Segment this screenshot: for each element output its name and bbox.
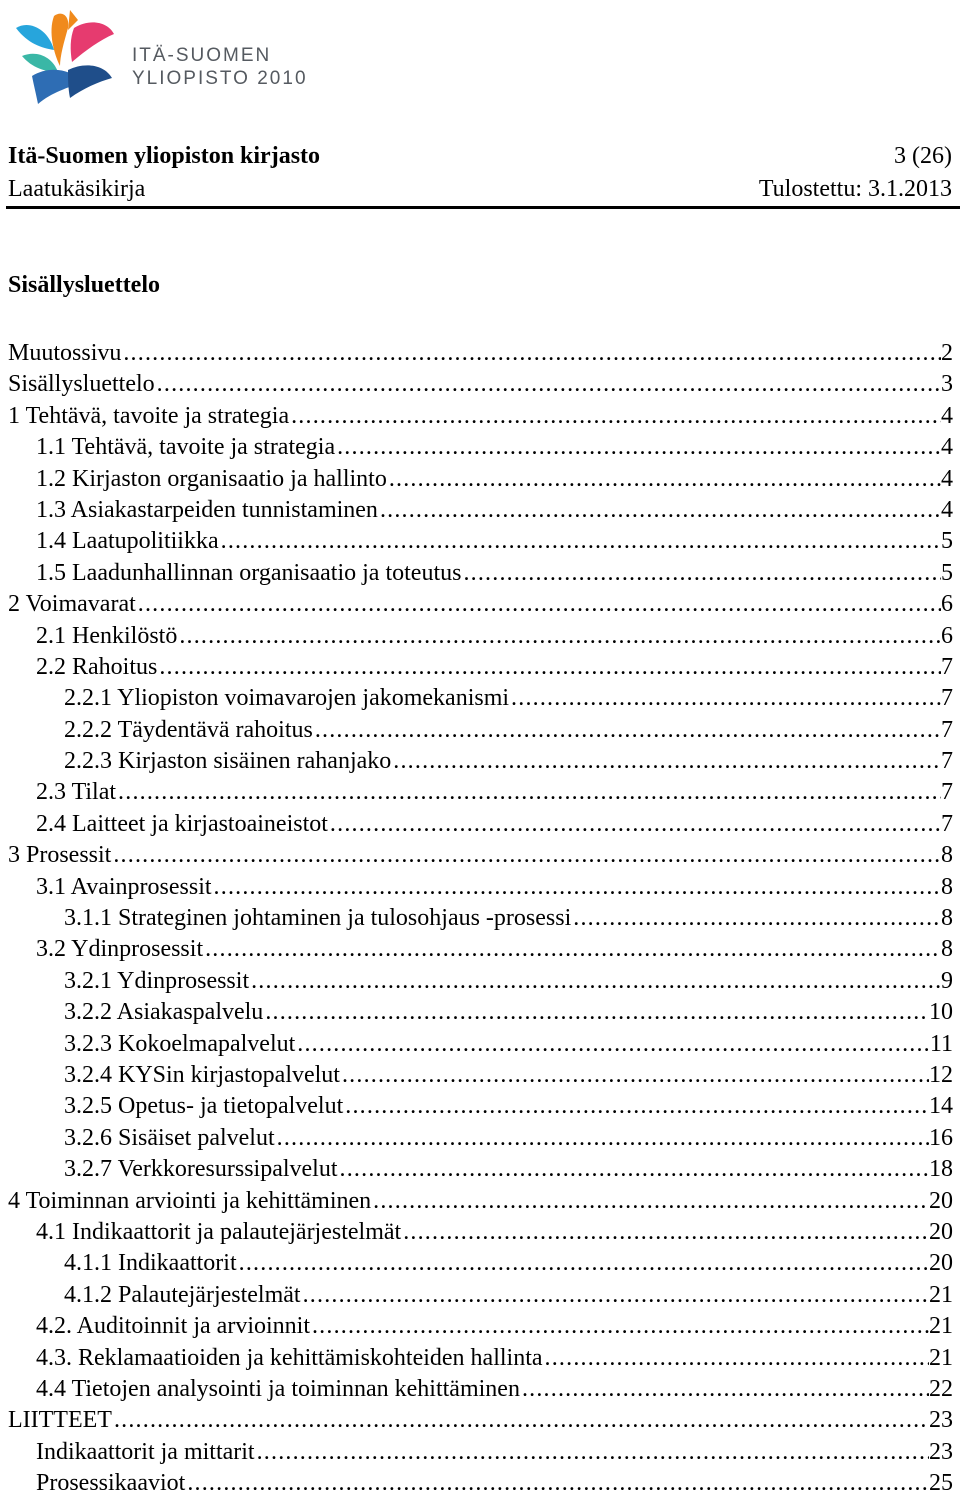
toc-dot-leader [571, 903, 941, 934]
toc-entry[interactable] [8, 1029, 953, 1060]
toc-entry-page: 23 [929, 1438, 953, 1465]
toc-dot-leader [116, 777, 941, 808]
toc-dot-leader [371, 1186, 929, 1217]
toc-dot-leader [543, 1343, 929, 1374]
toc-entry-page: 4 [941, 434, 953, 461]
header-divider [6, 206, 960, 209]
toc-entry-page: 16 [929, 1124, 953, 1151]
toc-entry[interactable] [8, 401, 953, 432]
toc-entry-label: 4.2. Auditoinnit ja arvioinnit [36, 1313, 310, 1340]
toc-entry[interactable] [8, 966, 953, 997]
toc-entry[interactable] [8, 1374, 953, 1405]
toc-entry[interactable] [8, 1123, 953, 1154]
toc-entry[interactable] [8, 1405, 953, 1436]
toc-entry-page: 10 [929, 999, 953, 1026]
toc-dot-leader [155, 369, 941, 400]
toc-entry-page: 12 [929, 1061, 953, 1088]
toc-entry-label: 3 Prosessit [8, 842, 112, 869]
toc-entry-label: 1 Tehtävä, tavoite ja strategia [8, 402, 290, 429]
toc-entry[interactable] [8, 558, 953, 589]
toc-entry-label: 3.2.6 Sisäiset palvelut [64, 1124, 275, 1151]
toc-entry-label: 2.2.1 Yliopiston voimavarojen jakomekanismi [64, 685, 510, 712]
toc-entry-page: 20 [929, 1187, 953, 1214]
toc-entry[interactable] [8, 464, 953, 495]
toc-entry-label: 2.3 Tilat [36, 779, 117, 806]
toc-dot-leader [313, 715, 941, 746]
toc-entry[interactable] [8, 872, 953, 903]
toc-entry[interactable] [8, 1217, 953, 1248]
toc-entry-label: 3.2.1 Ydinprosessit [64, 967, 250, 994]
toc-entry-label: 2.2.2 Täydentävä rahoitus [64, 716, 313, 743]
toc-dot-leader [520, 1374, 929, 1405]
toc-dot-leader [111, 840, 941, 871]
toc-entry[interactable] [8, 1343, 953, 1374]
toc-entry-label: 1.1 Tehtävä, tavoite ja strategia [36, 434, 336, 461]
toc-entry[interactable] [8, 526, 953, 557]
toc-dot-leader [212, 872, 941, 903]
logo-text [132, 44, 308, 90]
toc-entry[interactable] [8, 621, 953, 652]
toc-entry-label: Muutossivu [8, 340, 122, 366]
toc-entry[interactable] [8, 746, 953, 777]
toc-entry-page: 11 [929, 1030, 953, 1057]
toc-dot-leader [335, 432, 941, 463]
toc-entry[interactable] [8, 777, 953, 808]
toc-entry-label: 3.2.5 Opetus- ja tietopalvelut [64, 1093, 344, 1120]
toc-entry[interactable] [8, 1280, 953, 1311]
toc-entry-page: 25 [929, 1470, 953, 1497]
toc-entry-label: 1.4 Laatupolitiikka [36, 528, 219, 555]
toc-dot-leader [338, 1154, 929, 1185]
toc-dot-leader [391, 746, 941, 777]
toc-entry-label: 2 Voimavarat [8, 591, 136, 618]
header-row-2 [8, 175, 952, 203]
toc-dot-leader [461, 558, 941, 589]
toc-entry[interactable] [8, 1248, 953, 1279]
toc-dot-leader [237, 1248, 929, 1279]
toc-entry[interactable] [8, 1437, 953, 1468]
toc-entry-page: 21 [929, 1313, 953, 1340]
logo-line-1: ITÄ-SUOMEN [132, 45, 272, 66]
toc-entry-page: 5 [941, 528, 953, 555]
toc-dot-leader [340, 1060, 929, 1091]
toc-entry-page: 8 [941, 936, 953, 963]
toc-entry-label: 1.3 Asiakastarpeiden tunnistaminen [36, 496, 378, 523]
toc-entry-page: 9 [941, 967, 953, 994]
toc-entry-page: 7 [941, 653, 953, 680]
toc-entry-page: 7 [941, 779, 953, 806]
toc-entry[interactable] [8, 589, 953, 620]
toc-entry-page: 21 [929, 1344, 953, 1371]
logo-mark-icon [8, 6, 123, 106]
toc-entry[interactable] [8, 903, 953, 934]
toc-entry[interactable] [8, 1311, 953, 1342]
toc-entry-label: LIITTEET [8, 1407, 112, 1434]
toc-entry[interactable] [8, 809, 953, 840]
toc-entry-label: 3.2.4 KYSin kirjastopalvelut [64, 1061, 340, 1088]
table-of-contents [8, 338, 953, 1499]
toc-entry-label: 4.4 Tietojen analysointi ja toiminnan kehittäminen [36, 1375, 520, 1402]
toc-entry-page: 18 [929, 1156, 953, 1183]
organization-name: Itä-Suomen yliopiston kirjasto [8, 143, 321, 169]
toc-entry-label: 3.2 Ydinprosessit [36, 936, 204, 963]
toc-entry-page: 7 [941, 716, 953, 743]
toc-dot-leader [275, 1123, 929, 1154]
toc-entry[interactable] [8, 934, 953, 965]
toc-entry-label: Indikaattorit ja mittarit [36, 1438, 255, 1465]
toc-entry-page: 7 [941, 685, 953, 712]
toc-dot-leader [295, 1029, 930, 1060]
toc-dot-leader [263, 997, 929, 1028]
toc-title: Sisällysluettelo [8, 272, 161, 298]
toc-entry[interactable] [8, 1186, 953, 1217]
toc-entry[interactable] [8, 495, 953, 526]
toc-entry-label: 4.3. Reklamaatioiden ja kehittämiskohteiden hallinta [36, 1344, 543, 1371]
page-number: 3 (26) [894, 143, 952, 169]
toc-entry-label: 2.2.3 Kirjaston sisäinen rahanjako [64, 748, 392, 775]
toc-entry-page: 6 [941, 622, 953, 649]
toc-entry-page: 8 [941, 905, 953, 932]
toc-entry-label: 2.4 Laitteet ja kirjastoaineistot [36, 810, 328, 837]
toc-dot-leader [387, 464, 941, 495]
logo-line-2: YLIOPISTO 2010 [132, 68, 308, 89]
toc-dot-leader [401, 1217, 929, 1248]
toc-dot-leader [378, 495, 941, 526]
print-date: Tulostettu: 3.1.2013 [758, 176, 952, 202]
toc-entry-label: 4.1 Indikaattorit ja palautejärjestelmät [36, 1218, 402, 1245]
toc-dot-leader [328, 809, 941, 840]
university-logo [8, 6, 308, 106]
toc-entry-label: 4 Toiminnan arviointi ja kehittäminen [8, 1187, 372, 1214]
toc-entry-page: 3 [941, 371, 953, 398]
toc-entry[interactable] [8, 652, 953, 683]
toc-entry-label: 3.2.3 Kokoelmapalvelut [64, 1030, 296, 1057]
toc-dot-leader [219, 526, 941, 557]
toc-entry-page: 20 [929, 1218, 953, 1245]
toc-dot-leader [136, 589, 941, 620]
toc-entry-label: 2.2 Rahoitus [36, 653, 158, 680]
toc-entry-label: 2.1 Henkilöstö [36, 622, 178, 649]
toc-entry-page: 23 [929, 1407, 953, 1434]
toc-dot-leader [185, 1468, 929, 1499]
toc-entry-page: 5 [941, 559, 953, 586]
toc-entry-label: 1.2 Kirjaston organisaatio ja hallinto [36, 465, 387, 492]
toc-dot-leader [121, 338, 941, 369]
toc-entry-page: 22 [929, 1375, 953, 1402]
toc-entry[interactable] [8, 840, 953, 871]
toc-entry-label: 4.1.1 Indikaattorit [64, 1250, 237, 1277]
toc-entry-page: 21 [929, 1281, 953, 1308]
toc-entry-label: 3.2.7 Verkkoresurssipalvelut [64, 1156, 338, 1183]
toc-entry[interactable] [8, 1468, 953, 1499]
toc-dot-leader [177, 621, 941, 652]
toc-dot-leader [509, 683, 941, 714]
toc-entry-page: 4 [941, 402, 953, 429]
toc-entry-page: 8 [941, 842, 953, 869]
document-name: Laatukäsikirja [8, 176, 146, 202]
toc-entry-page: 8 [941, 873, 953, 900]
toc-entry[interactable] [8, 432, 953, 463]
toc-entry-label: 3.1.1 Strateginen johtaminen ja tulosohjaus -prosessi [64, 905, 572, 932]
toc-dot-leader [310, 1311, 929, 1342]
toc-entry-label: Sisällysluettelo [8, 371, 155, 398]
toc-entry-page: 2 [941, 340, 953, 366]
toc-dot-leader [203, 934, 941, 965]
toc-entry-label: 3.1 Avainprosessit [36, 873, 212, 900]
toc-entry-page: 14 [929, 1093, 953, 1120]
header-row-1 [8, 142, 952, 170]
toc-entry[interactable] [8, 338, 953, 369]
toc-entry[interactable] [8, 997, 953, 1028]
toc-dot-leader [249, 966, 941, 997]
toc-dot-leader [289, 401, 941, 432]
toc-entry-page: 20 [929, 1250, 953, 1277]
toc-entry[interactable] [8, 683, 953, 714]
toc-entry[interactable] [8, 715, 953, 746]
toc-entry-label: Prosessikaaviot [36, 1470, 186, 1497]
toc-entry-label: 3.2.2 Asiakaspalvelu [64, 999, 264, 1026]
toc-entry[interactable] [8, 1154, 953, 1185]
toc-entry[interactable] [8, 1091, 953, 1122]
toc-entry[interactable] [8, 1060, 953, 1091]
toc-entry[interactable] [8, 369, 953, 400]
toc-entry-page: 7 [941, 748, 953, 775]
toc-entry-page: 6 [941, 591, 953, 618]
toc-dot-leader [343, 1091, 929, 1122]
toc-entry-label: 4.1.2 Palautejärjestelmät [64, 1281, 301, 1308]
toc-dot-leader [301, 1280, 929, 1311]
toc-dot-leader [157, 652, 941, 683]
toc-entry-page: 7 [941, 810, 953, 837]
toc-entry-label: 1.5 Laadunhallinnan organisaatio ja toteutus [36, 559, 462, 586]
toc-dot-leader [255, 1437, 929, 1468]
toc-entry-page: 4 [941, 465, 953, 492]
toc-dot-leader [112, 1405, 929, 1436]
toc-entry-page: 4 [941, 496, 953, 523]
